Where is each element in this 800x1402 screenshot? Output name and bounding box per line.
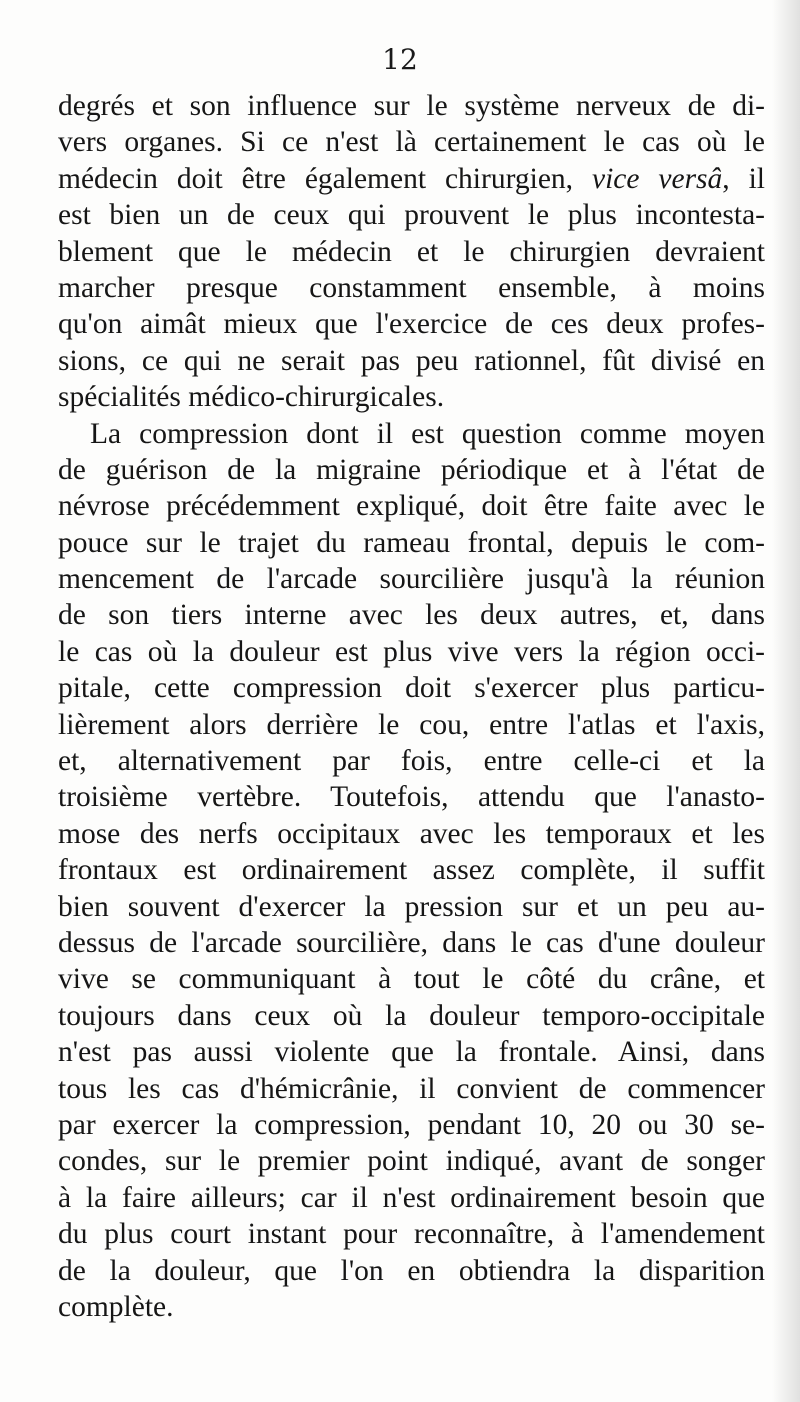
page-edge-shadow: [772, 0, 800, 1402]
text-line: vers organes. Si ce n'est là certainement le cas où le: [58, 126, 765, 159]
text-line: La compression dont il est question comme moyen: [90, 417, 765, 450]
text-line: toujours dans ceux où la douleur temporo-occipitale: [58, 999, 765, 1032]
text-line: et, alternativement par fois, entre celle-ci et la: [58, 745, 765, 778]
text-line: bien souvent d'exercer la pression sur et un peu au-: [58, 890, 765, 923]
page-number: 12: [382, 43, 418, 76]
text-line: du plus court instant pour reconnaître, à l'amendement: [58, 1218, 765, 1251]
text-line: vive se communiquant à tout le côté du crâne, et: [58, 963, 765, 996]
text-line: degrés et son influence sur le système nerveux de di-: [58, 90, 765, 122]
text-line: condes, sur le premier point indiqué, avant de songer: [58, 1145, 765, 1178]
text-line: le cas où la douleur est plus vive vers la région occi-: [58, 635, 765, 668]
text-segment: , il: [722, 162, 765, 195]
text-line: troisième vertèbre. Toutefois, attendu que l'anasto-: [58, 781, 765, 814]
text-line: frontaux est ordinairement assez complète, il suffit: [58, 854, 765, 887]
text-line: tous les cas d'hémicrânie, il convient de commencer: [58, 1072, 765, 1105]
text-line: par exercer la compression, pendant 10, 20 ou 30 se-: [58, 1108, 765, 1141]
text-line: de son tiers interne avec les deux autres, et, dans: [58, 599, 765, 632]
text-line: dessus de l'arcade sourcilière, dans le cas d'une douleur: [58, 926, 765, 959]
text-line: est bien un de ceux qui prouvent le plus incontesta-: [58, 199, 765, 232]
text-line: de guérison de la migraine périodique et à l'état de: [58, 453, 765, 486]
text-line: marcher presque constamment ensemble, à moins: [58, 271, 765, 304]
text-line: qu'on aimât mieux que l'exercice de ces deux profes-: [58, 308, 765, 341]
text-segment: médecin doit être également chirurgien,: [58, 162, 574, 195]
text-line: pouce sur le trajet du rameau frontal, depuis le com-: [58, 526, 765, 559]
text-line: pitale, cette compression doit s'exercer plus particu-: [58, 672, 765, 705]
text-line: de la douleur, que l'on en obtiendra la disparition: [58, 1254, 765, 1287]
text-line: mencement de l'arcade sourcilière jusqu'à la réunion: [58, 563, 765, 596]
text-line: complète.: [58, 1290, 174, 1323]
text-line: mose des nerfs occipitaux avec les temporaux et les: [58, 817, 765, 850]
text-line-with-italic: [58, 161, 765, 197]
text-line: névrose précédemment expliqué, doit être faite avec le: [58, 490, 765, 523]
text-line: spécialités médico-chirurgicales.: [58, 381, 445, 414]
text-line: sions, ce qui ne serait pas peu rationnel, fût divisé en: [58, 344, 765, 377]
text-line: n'est pas aussi violente que la frontale. Ainsi, dans: [58, 1036, 765, 1069]
italic-phrase: vice versâ: [591, 162, 723, 195]
text-line: blement que le médecin et le chirurgien devraient: [58, 235, 765, 268]
text-line: à la faire ailleurs; car il n'est ordinairement besoin que: [58, 1181, 765, 1214]
text-line: lièrement alors derrière le cou, entre l'atlas et l'axis,: [58, 708, 765, 741]
body-text: [58, 88, 765, 1325]
